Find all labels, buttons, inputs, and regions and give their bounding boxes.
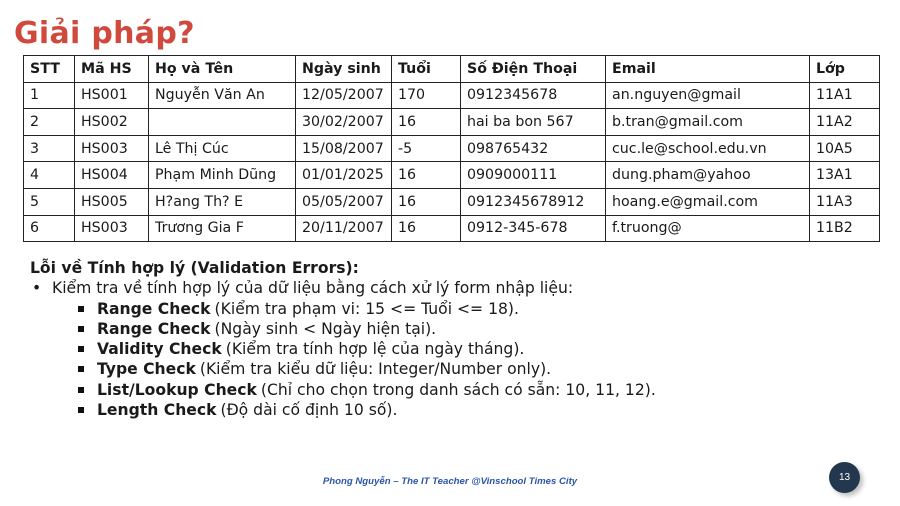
cell-ma-hs: HS001 — [75, 82, 149, 109]
header-email: Email — [606, 56, 810, 83]
student-data-table — [23, 55, 880, 242]
validation-bullet — [30, 278, 656, 298]
check-item — [30, 380, 656, 400]
cell-lop: 11A1 — [810, 82, 880, 109]
check-name: List/Lookup Check — [97, 380, 257, 399]
cell-stt: 6 — [24, 215, 75, 242]
cell-ngay-sinh: 12/05/2007 — [296, 82, 392, 109]
cell-email: dung.pham@yahoo — [606, 162, 810, 189]
table-row — [24, 82, 880, 109]
cell-ma-hs: HS003 — [75, 135, 149, 162]
cell-lop: 11A3 — [810, 188, 880, 215]
cell-ngay-sinh: 15/08/2007 — [296, 135, 392, 162]
cell-ho-ten: Lê Thị Cúc — [149, 135, 296, 162]
validation-bullet-text: Kiểm tra về tính hợp lý của dữ liệu bằng cách xử lý form nhập liệu: — [52, 279, 574, 298]
cell-lop: 11A2 — [810, 109, 880, 136]
cell-ngay-sinh: 05/05/2007 — [296, 188, 392, 215]
cell-email: hoang.e@gmail.com — [606, 188, 810, 215]
cell-so-dien-thoai: 0909000111 — [461, 162, 606, 189]
check-name: Validity Check — [97, 340, 222, 359]
cell-ho-ten: Trương Gia F — [149, 215, 296, 242]
cell-ho-ten: Phạm Minh Dũng — [149, 162, 296, 189]
cell-so-dien-thoai: hai ba bon 567 — [461, 109, 606, 136]
cell-tuoi: 16 — [392, 162, 461, 189]
check-desc: (Ngày sinh < Ngày hiện tại). — [214, 319, 437, 338]
cell-ngay-sinh: 01/01/2025 — [296, 162, 392, 189]
table-row — [24, 188, 880, 215]
table-row — [24, 215, 880, 242]
square-bullet-icon — [78, 326, 84, 332]
header-tuoi: Tuổi — [392, 56, 461, 83]
check-desc: (Độ dài cố định 10 số). — [220, 401, 398, 420]
header-ma-hs: Mã HS — [75, 56, 149, 83]
table-row — [24, 135, 880, 162]
header-lop: Lớp — [810, 56, 880, 83]
check-desc: (Kiểm tra kiểu dữ liệu: Integer/Number only). — [199, 360, 552, 379]
check-item — [30, 319, 656, 339]
cell-ngay-sinh: 30/02/2007 — [296, 109, 392, 136]
cell-stt: 2 — [24, 109, 75, 136]
slide-title: Giải pháp? — [14, 16, 195, 51]
table-header-row — [24, 56, 880, 83]
cell-ma-hs: HS002 — [75, 109, 149, 136]
square-bullet-icon — [78, 407, 84, 413]
cell-ma-hs: HS005 — [75, 188, 149, 215]
cell-email: f.truong@ — [606, 215, 810, 242]
check-item — [30, 339, 656, 359]
cell-stt: 5 — [24, 188, 75, 215]
slide-footer: Phong Nguyễn – The IT Teacher @Vinschool Times City — [322, 476, 578, 487]
cell-tuoi: 16 — [392, 215, 461, 242]
cell-tuoi: 16 — [392, 109, 461, 136]
cell-email: b.tran@gmail.com — [606, 109, 810, 136]
check-list — [30, 299, 656, 421]
check-item — [30, 400, 656, 420]
check-name: Type Check — [97, 360, 196, 379]
validation-section — [30, 258, 656, 420]
cell-so-dien-thoai: 0912-345-678 — [461, 215, 606, 242]
cell-stt: 4 — [24, 162, 75, 189]
header-so-dien-thoai: Số Điện Thoại — [461, 56, 606, 83]
header-ngay-sinh: Ngày sinh — [296, 56, 392, 83]
cell-ho-ten — [149, 109, 296, 136]
bullet-dot: • — [32, 279, 42, 298]
table-row — [24, 162, 880, 189]
cell-tuoi: 16 — [392, 188, 461, 215]
check-desc: (Kiểm tra tính hợp lệ của ngày tháng). — [225, 340, 525, 359]
square-bullet-icon — [78, 387, 84, 393]
cell-lop: 10A5 — [810, 135, 880, 162]
cell-ho-ten: H?ang Th? E — [149, 188, 296, 215]
cell-email: cuc.le@school.edu.vn — [606, 135, 810, 162]
check-item — [30, 359, 656, 379]
check-item — [30, 299, 656, 319]
header-stt: STT — [24, 56, 75, 83]
cell-ho-ten: Nguyễn Văn An — [149, 82, 296, 109]
validation-heading: Lỗi về Tính hợp lý (Validation Errors): — [30, 259, 359, 277]
header-ho-ten: Họ và Tên — [149, 56, 296, 83]
check-desc: (Chỉ cho chọn trong danh sách có sẵn: 10, 11, 12). — [260, 380, 656, 399]
check-name: Range Check — [97, 299, 211, 318]
cell-stt: 1 — [24, 82, 75, 109]
cell-so-dien-thoai: 0912345678912 — [461, 188, 606, 215]
check-name: Range Check — [97, 319, 211, 338]
check-name: Length Check — [97, 401, 217, 420]
square-bullet-icon — [78, 366, 84, 372]
cell-lop: 13A1 — [810, 162, 880, 189]
table-row — [24, 109, 880, 136]
square-bullet-icon — [78, 306, 84, 312]
check-desc: (Kiểm tra phạm vi: 15 <= Tuổi <= 18). — [214, 299, 519, 318]
cell-stt: 3 — [24, 135, 75, 162]
square-bullet-icon — [78, 346, 84, 352]
page-number-badge: 13 — [829, 462, 860, 493]
cell-ma-hs: HS003 — [75, 215, 149, 242]
cell-so-dien-thoai: 098765432 — [461, 135, 606, 162]
cell-so-dien-thoai: 0912345678 — [461, 82, 606, 109]
cell-email: an.nguyen@gmail — [606, 82, 810, 109]
cell-ngay-sinh: 20/11/2007 — [296, 215, 392, 242]
cell-tuoi: 170 — [392, 82, 461, 109]
cell-tuoi: -5 — [392, 135, 461, 162]
cell-ma-hs: HS004 — [75, 162, 149, 189]
cell-lop: 11B2 — [810, 215, 880, 242]
